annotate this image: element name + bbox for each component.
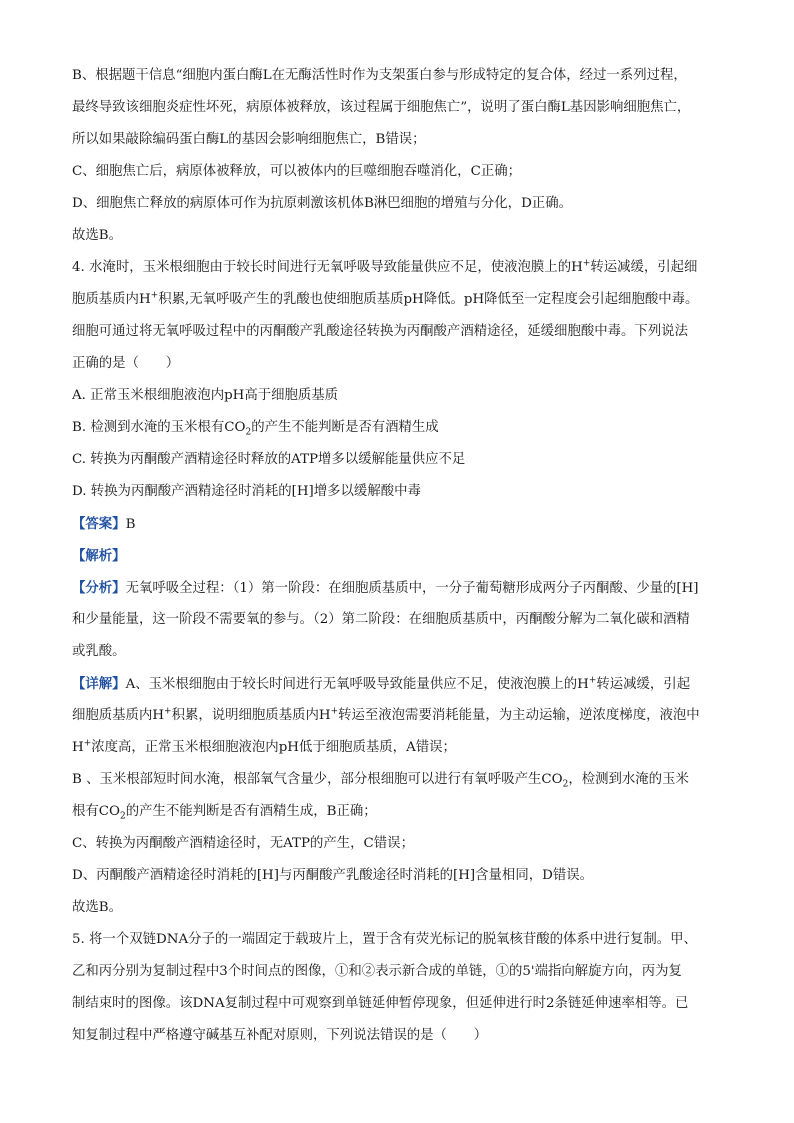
analysis-text: 【分析】无氧呼吸全过程：（1）第一阶段：在细胞质基质中，一分子葡萄糖形成两分子丙酮酸、少量的[H] (72, 580, 699, 596)
text-line: 最终导致该细胞炎症性坏死，病原体被释放，该过程属于细胞焦亡”，说明了蛋白酶L基因影响细胞焦亡， (72, 100, 691, 115)
question-5-stem: 乙和丙分别为复制过程中3个时间点的图像，①和②表示新合成的单链，①的5'端指向解旋方向，丙为复 (72, 964, 682, 979)
option-d: D. 转换为丙酮酸产酒精途径时消耗的[H]增多以缓解酸中毒 (72, 484, 421, 499)
question-4-stem: 4. 水淹时，玉米根细胞由于较长时间进行无氧呼吸导致能量供应不足，使液泡膜上的H+转运减缓，引起细 (72, 258, 698, 275)
option-c: C. 转换为丙酮酸产酒精途径时释放的ATP增多以缓解能量供应不足 (72, 452, 466, 467)
question-5-stem: 5. 将一个双链DNA分子的一端固定于载玻片上，置于含有荧光标记的脱氧核苷酸的体系中进行复制。甲、 (72, 932, 697, 947)
detail-text: 根有$CO_2$的产生不能判断是否有酒精生成，B正确； (72, 804, 377, 822)
question-4-stem: 正确的是（ ） (72, 356, 180, 371)
detail-text: B 、玉米根部短时间水淹，根部氧气含量少，部分根细胞可以进行有氧呼吸产生$CO_2$，检测到水淹的玉米 (72, 772, 689, 790)
text-line: B、根据题干信息“细胞内蛋白酶L在无酶活性时作为支架蛋白参与形成特定的复合体，经过一系列过程， (72, 68, 687, 83)
detail-text: 故选B。 (72, 900, 123, 915)
text-line: C、细胞焦亡后，病原体被释放，可以被体内的巨噬细胞吞噬消化，C正确； (72, 164, 521, 179)
question-4-stem: 胞质基质内H+积累,无氧呼吸产生的乳酸也使细胞质基质pH降低。pH降低至一定程度会引起细胞酸中毒。 (72, 290, 699, 307)
detail-text: 细胞质基质内H+积累，说明细胞质基质内H+转运至液泡需要消耗能量，为主动运输，逆浓度梯度，液泡中 (72, 706, 700, 723)
question-4-stem: 细胞可通过将无氧呼吸过程中的丙酮酸产乳酸途径转换为丙酮酸产酒精途径，延缓细胞酸中毒。下列说法 (72, 324, 688, 339)
text-line: 所以如果敲除编码蛋白酶L的基因会影响细胞焦亡，B错误； (72, 132, 426, 147)
detail-text: 【详解】A、玉米根细胞由于较长时间进行无氧呼吸导致能量供应不足，使液泡膜上的H+转运减缓，引起 (72, 675, 691, 692)
analysis-text: 或乳酸。 (72, 644, 126, 659)
answer-tag: 【答案】 (72, 516, 126, 532)
analysis-text: 和少量能量，这一阶段不需要氧的参与。（2）第二阶段：在细胞质基质中，丙酮酸分解为二氧化碳和酒精 (72, 612, 690, 627)
detail-text: H+浓度高，正常玉米根细胞液泡内pH低于细胞质基质，A错误； (72, 738, 456, 755)
detail-text: C、转换为丙酮酸产酒精途径时，无ATP的产生，C错误； (72, 836, 414, 851)
analysis-heading: 【解析】 (72, 548, 126, 564)
text-line: 故选B。 (72, 228, 123, 243)
question-5-stem: 制结束时的图像。该DNA复制过程中可观察到单链延伸暂停现象，但延伸进行时2条链延伸速率相等。已 (72, 996, 689, 1011)
detail-text: D、丙酮酸产酒精途径时消耗的[H]与丙酮酸产乳酸途径时消耗的[H]含量相同，D错误。 (72, 868, 594, 883)
option-b: B. 检测到水淹的玉米根有$CO_2$的产生不能判断是否有酒精生成 (72, 420, 439, 438)
question-5-stem: 知复制过程中严格遵守碱基互补配对原则，下列说法错误的是（ ） (72, 1028, 488, 1043)
option-a: A. 正常玉米根细胞液泡内pH高于细胞质基质 (72, 388, 339, 403)
text-line: D、细胞焦亡释放的病原体可作为抗原刺激该机体B淋巴细胞的增殖与分化，D正确。 (72, 196, 572, 211)
answer-line: 【答案】B (72, 516, 136, 532)
